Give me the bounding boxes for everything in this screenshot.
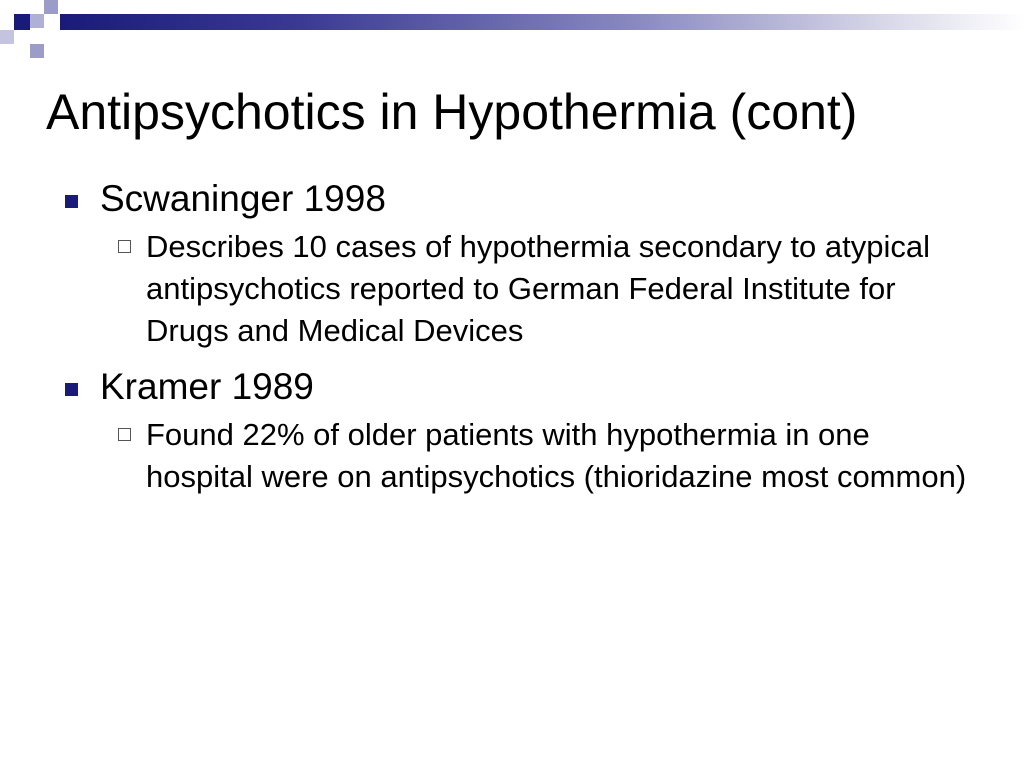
sub-bullet-item-2 xyxy=(62,414,976,498)
sub-bullet-item-1 xyxy=(62,226,976,352)
bullet-heading: Kramer 1989 xyxy=(100,366,314,407)
sub-bullet-text: Found 22% of older patients with hypothermia in one hospital were on antipsychotics (thioridazine most common) xyxy=(146,417,967,494)
decorative-square xyxy=(16,0,30,14)
slide-title: Antipsychotics in Hypothermia (cont) xyxy=(46,84,858,140)
decorative-square xyxy=(0,30,14,44)
hollow-square-bullet-icon xyxy=(118,428,131,441)
decorative-square xyxy=(46,28,60,42)
hollow-square-bullet-icon xyxy=(118,240,131,253)
slide-content xyxy=(62,176,982,510)
bullet-heading: Scwaninger 1998 xyxy=(100,178,386,219)
decorative-square xyxy=(44,0,58,14)
square-bullet-icon xyxy=(65,195,78,208)
decorative-square xyxy=(14,14,30,30)
bullet-item-2 xyxy=(62,364,982,410)
sub-bullet-text: Describes 10 cases of hypothermia secondary to atypical antipsychotics reported to German Federal Institute for Drugs and Medical Devices xyxy=(146,229,931,348)
square-bullet-icon xyxy=(65,383,78,396)
header-gradient-band xyxy=(60,14,1024,30)
decorative-square xyxy=(30,44,44,58)
bullet-item-1 xyxy=(62,176,982,222)
decorative-square xyxy=(30,14,44,28)
